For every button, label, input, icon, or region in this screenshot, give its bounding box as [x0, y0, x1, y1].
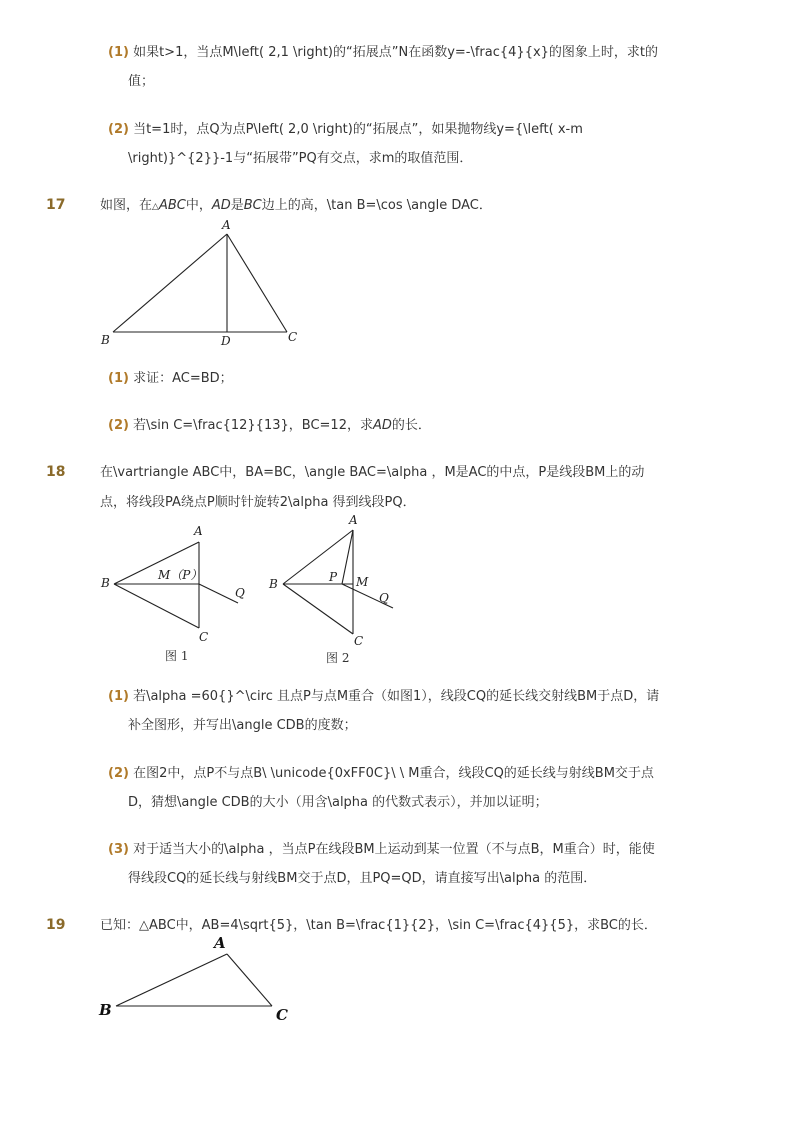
q19-stem: 已知：△ABC中，AB=4\sqrt{5}，\tan B=\frac{1}{2}，\sin C=\frac{4}{5}，求BC的长． — [100, 918, 657, 933]
q17-part2-text-a: 若\sin C=\frac{12}{13}，BC=12，求 — [133, 418, 373, 433]
fig2-label-p: P — [329, 570, 338, 584]
fig1-label-b: B — [101, 576, 110, 590]
fig1-label-mp: M（P） — [158, 568, 203, 582]
q17-label-d: D — [221, 334, 231, 348]
q16-part1-text-line1: 如果t>1，当点M\left( 2,1 \right)的“拓展点”N在函数y=-\frac{4}{x}的图象上时，求t的 — [133, 45, 659, 60]
q16-part1-number: (1) — [108, 45, 129, 60]
fig2-label-c: C — [354, 634, 364, 648]
fig2-label-a: A — [349, 513, 358, 527]
q18-stem-line1: 在\vartriangle ABC中，BA=BC，\angle BAC=\alpha ，M是AC的中点，P是线段BM上的动 — [100, 465, 645, 480]
q18-part3-number: (3) — [108, 842, 129, 857]
q19-label-b: B — [99, 1001, 112, 1019]
q19-label-c: C — [276, 1006, 288, 1024]
q18-part2-text-line2: D，猜想\angle CDB的大小（用含\alpha 的代数式表示），并加以证明； — [128, 795, 548, 810]
q17-stem-ad: AD — [211, 198, 231, 213]
fig2-label-m: M — [356, 575, 369, 589]
fig1-caption: 图 1 — [165, 649, 189, 663]
q17-part1-text: 求证：AC=BD； — [133, 371, 233, 386]
fig2-caption: 图 2 — [326, 651, 350, 665]
q17-part2-text-b: 的长． — [391, 418, 431, 433]
q17-label-c: C — [288, 330, 298, 344]
q19-segment-ab — [116, 954, 227, 1006]
q18-part1-number: (1) — [108, 689, 129, 704]
q18-part3-text-line1: 对于适当大小的\alpha ，当点P在线段BM上运动到某一位置（不与点B，M重合）时，能使 — [133, 842, 655, 857]
fig1-label-q: Q — [235, 586, 245, 600]
q17-stem-part: 中， — [185, 198, 212, 213]
q16-part2-text-line1: 当t=1时，点Q为点P\left( 2,0 \right)的“拓展点”，如果抛物线y={\left( x-m — [133, 122, 583, 137]
q18-part1-text-line1: 若\alpha =60{}^\circ 且点P与点M重合（如图1），线段CQ的延长线交射线BM于点D，请 — [133, 689, 660, 704]
q17-stem-bc: BC — [243, 198, 262, 213]
q17-stem-part: 如图，在 — [100, 198, 153, 213]
q18-stem-line2: 点，将线段PA绕点P顺时针旋转2\alpha 得到线段PQ． — [100, 495, 416, 510]
q17-part2-number: (2) — [108, 418, 129, 433]
triangle-symbol: △ — [152, 202, 159, 212]
q17-part1-number: (1) — [108, 371, 129, 386]
fig1-label-a: A — [194, 524, 203, 538]
q17-part2-ad: AD — [372, 418, 392, 433]
q17-label-a: A — [222, 218, 231, 232]
q17-number: 17 — [46, 197, 66, 213]
q16-part2-number: (2) — [108, 122, 129, 137]
q17-stem-part: 边上的高，\tan B=\cos \angle DAC． — [261, 198, 492, 213]
q19-number: 19 — [46, 917, 66, 933]
q19-label-a: A — [214, 934, 226, 952]
fig2-label-q: Q — [379, 591, 389, 605]
q18-part1-text-line2: 补全图形，并写出\angle CDB的度数； — [128, 718, 357, 733]
fig1-label-c: C — [199, 630, 209, 644]
q18-part3-text-line2: 得线段CQ的延长线与射线BM交于点D，且PQ=QD，请直接写出\alpha 的范围． — [128, 871, 597, 886]
fig2-label-b: B — [269, 577, 278, 591]
q16-part1-text-line2: 值； — [128, 74, 155, 89]
q18-number: 18 — [46, 464, 66, 480]
q17-stem-abc: ABC — [158, 198, 186, 213]
q18-part2-number: (2) — [108, 766, 129, 781]
q16-part2-text-line2: \right)}^{2}}-1与“拓展带”PQ有交点，求m的取值范围． — [128, 151, 473, 166]
q19-segment-ac — [227, 954, 272, 1006]
q17-stem-part: 是 — [230, 198, 244, 213]
q17-label-b: B — [101, 333, 110, 347]
q18-part2-text-line1: 在图2中，点P不与点B\ \unicode{0xFF0C}\ \ M重合，线段CQ的延长线与射线BM交于点 — [133, 766, 654, 781]
